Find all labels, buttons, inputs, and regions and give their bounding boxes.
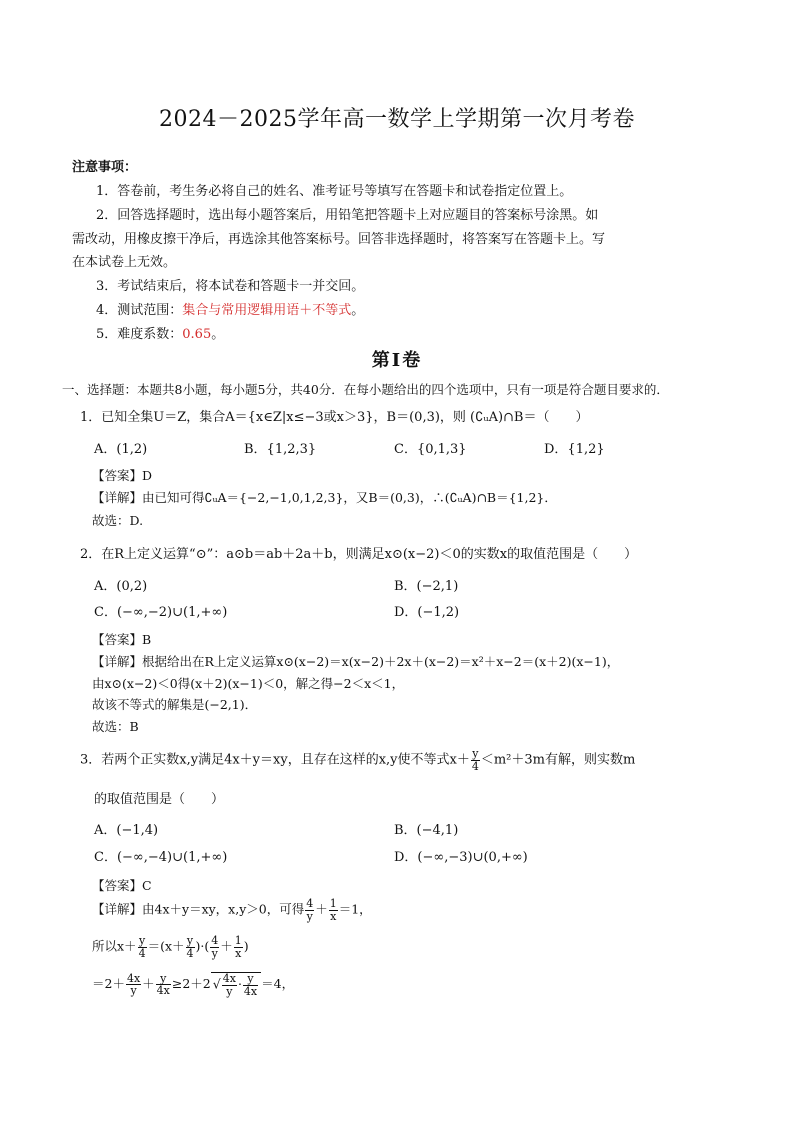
q1-option-c: C．{0,1,3} <box>394 442 467 457</box>
fraction-denominator: 4 <box>471 759 479 773</box>
notice-heading: 注意事项： <box>72 160 138 175</box>
q3-option-b: B．(−4,1) <box>394 823 459 838</box>
difficulty-value: 0.65 <box>182 327 212 342</box>
plus-sign: ＋ <box>142 976 155 992</box>
fraction-denominator: y <box>306 909 313 923</box>
fraction-denominator: 4x <box>156 984 170 998</box>
q3-stem-part1: 3．若两个正实数x,y满足4x＋y＝xy，且存在这样的x,y使不等式x＋ <box>80 752 470 768</box>
fraction-numerator: y <box>138 934 146 947</box>
fraction-4-over-y <box>305 898 314 922</box>
paren-close: ) <box>243 938 249 954</box>
q2-option-c: C．(−∞,−2)∪(1,+∞) <box>94 605 228 620</box>
fraction-numerator: 1 <box>234 934 242 947</box>
fraction-denominator: y <box>226 984 233 998</box>
fraction-1-over-x <box>234 935 243 959</box>
difficulty-label: 5．难度系数： <box>96 327 183 342</box>
fraction-y-over-4 <box>186 935 195 959</box>
q3-option-a: A．(−1,4) <box>94 823 159 838</box>
q2-detail-2: 由x⊙(x−2)＜0得(x＋2)(x−1)＜0，解之得−2＜x＜1， <box>92 676 405 691</box>
fraction-y-over-4 <box>138 935 147 959</box>
fraction-denominator: x <box>330 909 337 923</box>
q2-stem: 2．在R上定义运算“⊙”：a⊙b＝ab＋2a＋b，则满足x⊙(x−2)＜0的实数x的取值范围是（ ） <box>80 547 638 562</box>
notice-item-2-cont: 需改动，用橡皮擦干净后，再选涂其他答案标号。回答非选择题时，将答案写在答题卡上。写 <box>72 232 606 247</box>
q3-option-d: D．(−∞,−3)∪(0,+∞) <box>394 850 528 865</box>
q3-detail-2: 所以x＋ $\frac{y}{4}$ ＝(x＋ $\frac{y}{4}$ )·( $\frac{4}{y}$ ＋ $\frac{1}{x}$ ) <box>92 934 249 960</box>
scope-value: 集合与常用逻辑用语＋不等式 <box>182 303 352 318</box>
scope-end: 。 <box>351 303 365 318</box>
difficulty-end: 。 <box>211 327 225 342</box>
q3-detail-3 <box>92 972 294 997</box>
q2-option-b: B．(−2,1) <box>394 579 459 594</box>
q3-detail-3-start: ＝2＋ <box>92 976 125 992</box>
fraction-numerator: y <box>472 747 479 760</box>
q3-detail-2-text: 所以x＋ <box>92 938 137 954</box>
q2-detail-4: 故选：B <box>92 719 139 734</box>
fraction-y-over-4x <box>156 973 171 997</box>
fraction-denominator: y <box>130 984 137 998</box>
fraction-denominator: y <box>211 946 218 960</box>
fraction-1-over-x <box>329 898 338 922</box>
q3-stem <box>80 748 635 772</box>
fraction-numerator: 4x <box>222 972 236 985</box>
inequality-part: ≥2＋2 <box>171 976 211 992</box>
fraction-denominator: x <box>235 946 242 960</box>
fraction-denominator: 4 <box>138 946 146 960</box>
q1-stem: 1．已知全集U＝Z，集合A＝{x∈Z|x≤−3或x＞3}，B＝(0,3)，则 (∁ᵤA)∩B＝（ ） <box>80 410 589 425</box>
q3-option-c: C．(−∞,−4)∪(1,+∞) <box>94 850 228 865</box>
q2-option-d: D．(−1,2) <box>394 605 460 620</box>
fraction-numerator: y <box>243 973 258 986</box>
q1-option-a: A．(1,2) <box>94 442 148 457</box>
fraction-denominator: 4 <box>186 946 194 960</box>
q3-stem-fraction <box>471 748 480 772</box>
section-title: 第Ⅰ卷 <box>371 350 423 371</box>
fraction-4x-over-y <box>222 973 237 997</box>
fraction-numerator: 4x <box>126 971 141 985</box>
q3-answer: 【答案】C <box>92 878 152 893</box>
notice-item-4 <box>96 299 364 318</box>
notice-item-2-end: 在本试卷上无效。 <box>72 255 177 270</box>
q2-option-a: A．(0,2) <box>94 579 148 594</box>
q1-option-d: D．{1,2} <box>544 442 605 457</box>
fraction-4-over-y <box>210 935 219 959</box>
q3-stem-part2: ＜m²＋3m有解，则实数m <box>480 752 636 768</box>
q2-detail-3: 故该不等式的解集是(−2,1)． <box>92 697 258 712</box>
notice-item-5 <box>96 323 224 342</box>
q3-detail-3-end: ＝4， <box>261 976 295 992</box>
q1-conclusion: 故选：D. <box>92 513 144 528</box>
fraction-4x-over-y <box>126 973 141 997</box>
q1-answer: 【答案】D <box>92 468 153 483</box>
q2-answer: 【答案】B <box>92 632 152 647</box>
q3-stem-line2: 的取值范围是（ ） <box>94 792 225 807</box>
q3-detail-1: 【详解】由4x＋y＝xy，x,y＞0，可得 $\frac{4}{y}$ ＋ $\frac{1}{x}$ ＝1， <box>92 897 372 923</box>
square-root: √ $\frac{4x}{y}$ · $\frac{y}{4x}$ <box>211 972 261 997</box>
q1-detail: 【详解】由已知可得∁ᵤA＝{−2,−1,0,1,2,3}，又B＝(0,3)，∴(∁ᵤA)∩B＝{1,2}． <box>92 490 557 505</box>
fraction-numerator: 4 <box>211 934 219 947</box>
scope-label: 4．测试范围： <box>96 303 183 318</box>
q3-detail-1-text: 【详解】由4x＋y＝xy，x,y＞0，可得 <box>92 901 305 917</box>
fraction-numerator: 4 <box>306 897 314 910</box>
exam-title: 2024－2025学年高一数学上学期第一次月考卷 <box>159 107 635 132</box>
q2-detail-1: 【详解】根据给出在R上定义运算x⊙(x−2)＝x(x−2)＋2x＋(x−2)＝x²＋x−2＝(x＋2)(x−1)， <box>92 654 620 669</box>
fraction-denominator: 4x <box>243 984 258 998</box>
paren-times: )·( <box>195 938 210 954</box>
fraction-numerator: 1 <box>329 897 337 910</box>
equals-sign: ＝ <box>147 938 161 954</box>
q3-detail-1-end: ＝1， <box>338 901 372 917</box>
fraction-y-over-4x <box>243 973 258 997</box>
notice-item-2: 2．回答选择题时，选出每小题答案后，用铅笔把答题卡上对应题目的答案标号涂黑。如 <box>96 208 599 223</box>
fraction-numerator: y <box>156 973 171 986</box>
part-intro: 一、选择题：本题共8小题，每小题5分，共40分．在每小题给出的四个选项中，只有一项是符合题目要求的． <box>62 382 669 397</box>
notice-item-3: 3．考试结束后，将本试卷和答题卡一并交回。 <box>96 279 365 294</box>
paren-open: (x＋ <box>160 938 185 954</box>
q1-option-b: B．{1,2,3} <box>244 442 317 457</box>
fraction-numerator: y <box>186 934 194 947</box>
notice-item-1: 1．答卷前，考生务必将自己的姓名、准考证号等填写在答题卡和试卷指定位置上。 <box>96 184 573 199</box>
